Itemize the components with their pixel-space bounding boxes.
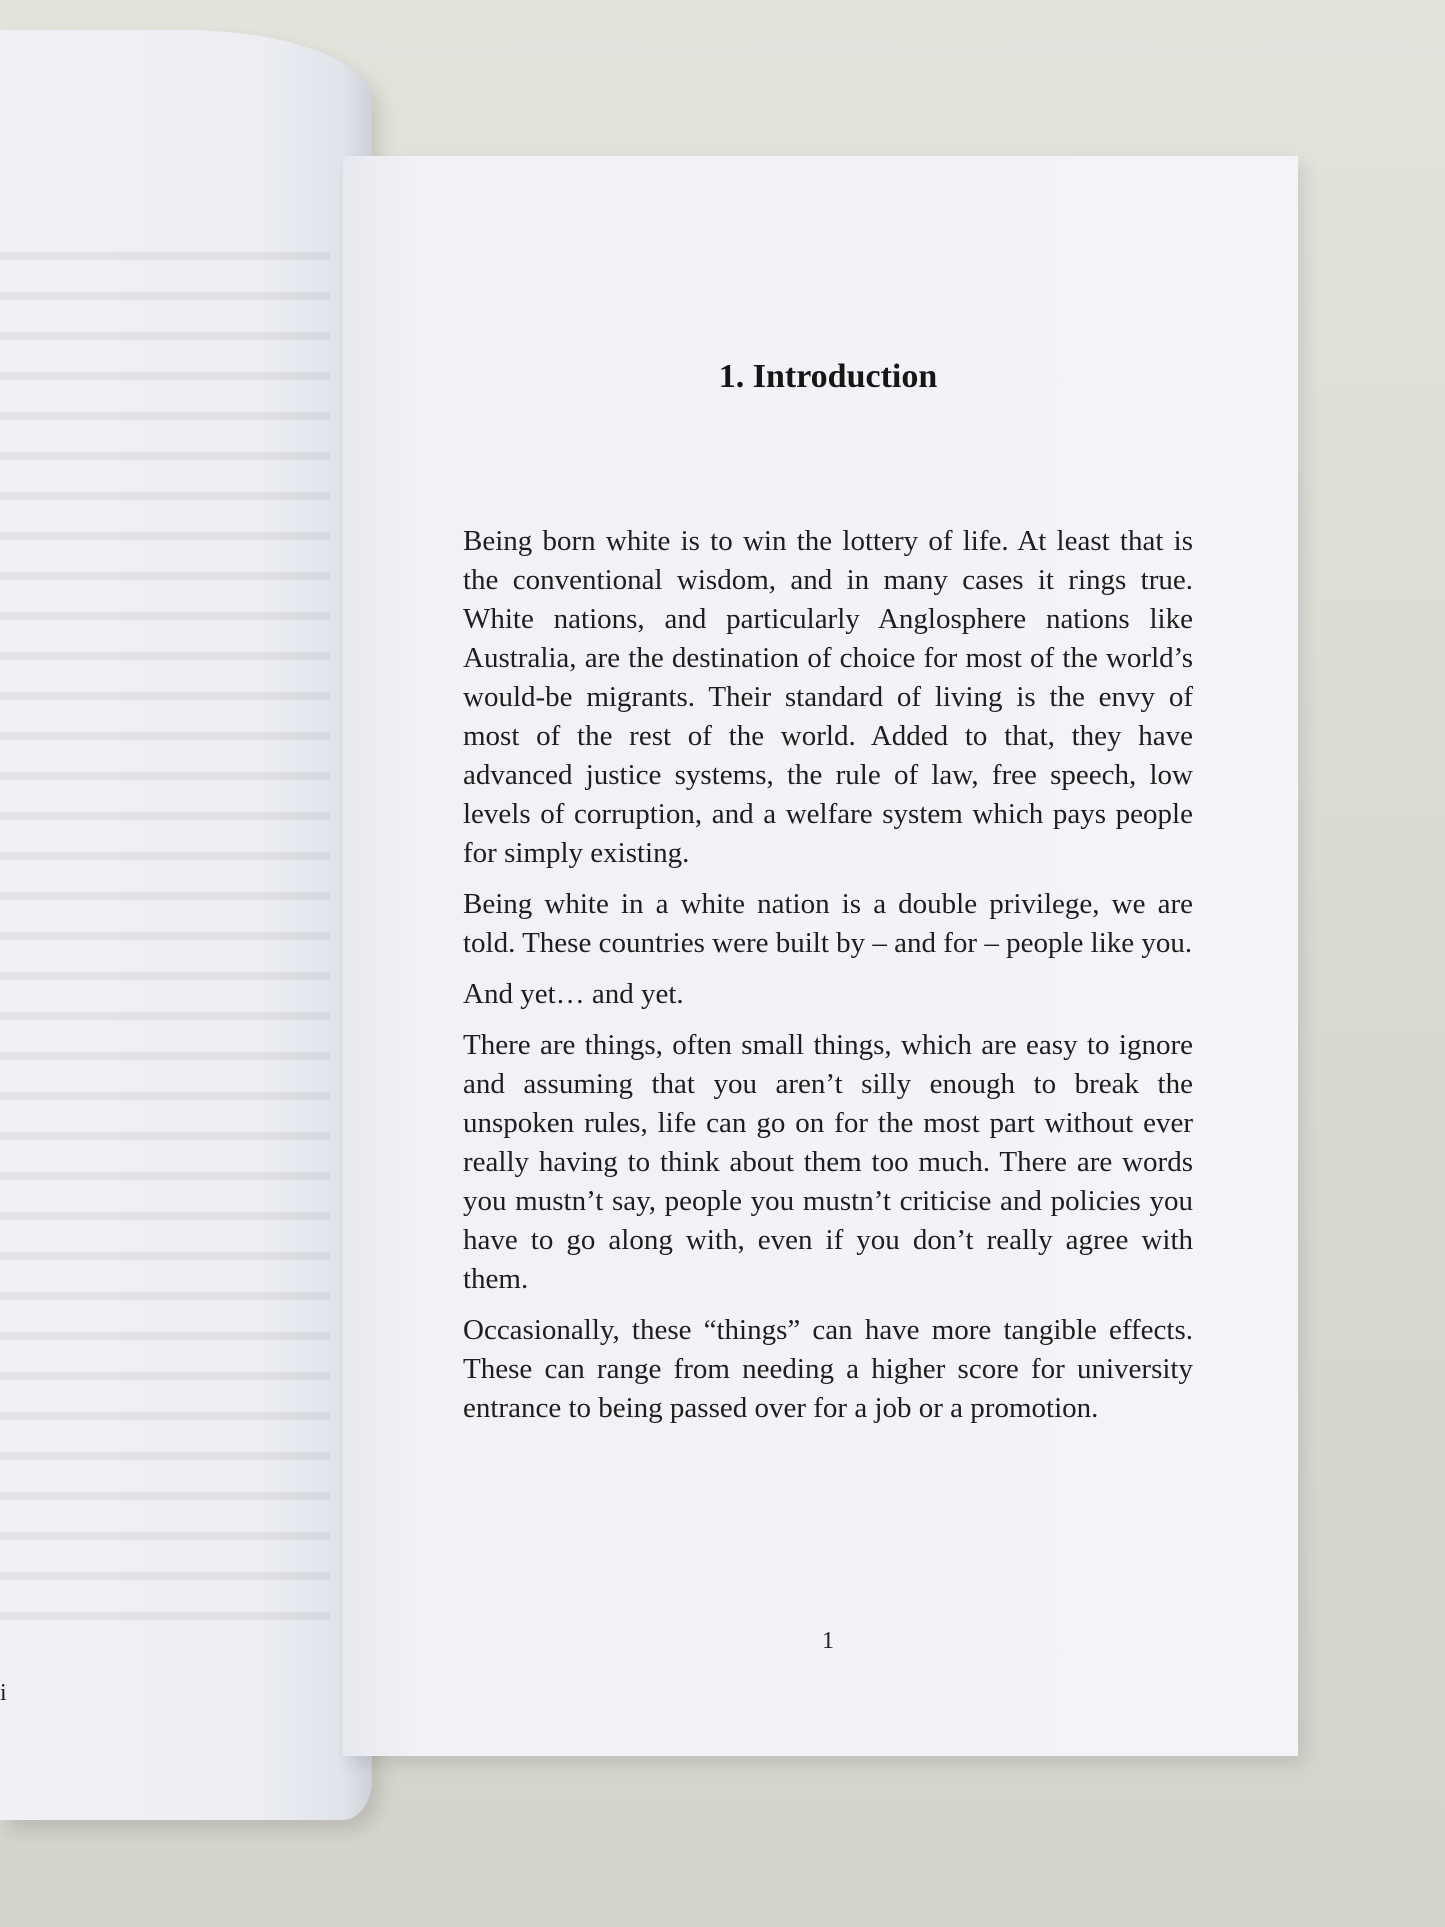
paragraph: Being born white is to win the lottery of life. At least that is the conventional wisdom, and in many cases it rings true. White nations, and particularly Anglosphere nations like Australia, are the destination of choice for most of the world’s would-be migrants. Their standard of living is the envy of most of the rest of the world. Added to that, they have advanced justice systems, the rule of law, free speech, low levels of corruption, and a welfare system which pays people for simply existing.: [463, 525, 1193, 869]
paragraph: Occasionally, these “things” can have more tangible effects. These can range from needing a higher score for university entrance to being passed over for a job or a promotion.: [463, 1314, 1193, 1424]
paragraph: Being white in a white nation is a double privilege, we are told. These countries were built by – and for – people like you.: [463, 888, 1193, 959]
paragraph: And yet… and yet.: [463, 978, 684, 1010]
chapter-title: 1. Introduction: [718, 358, 938, 395]
body-text: [463, 522, 1193, 1440]
paragraph: There are things, often small things, which are easy to ignore and assuming that you aren’t silly enough to break the unspoken rules, life can go on for the most part without ever really having to think about them too much. There are words you mustn’t say, people you mustn’t criticise and policies you have to go along with, even if you don’t really agree with them.: [463, 1029, 1193, 1295]
left-page-margin-mark: i: [0, 1680, 7, 1706]
page-number: 1: [822, 1628, 834, 1654]
right-page: [343, 156, 1298, 1756]
left-page: [0, 30, 372, 1820]
bleed-through-text: [0, 230, 330, 1630]
